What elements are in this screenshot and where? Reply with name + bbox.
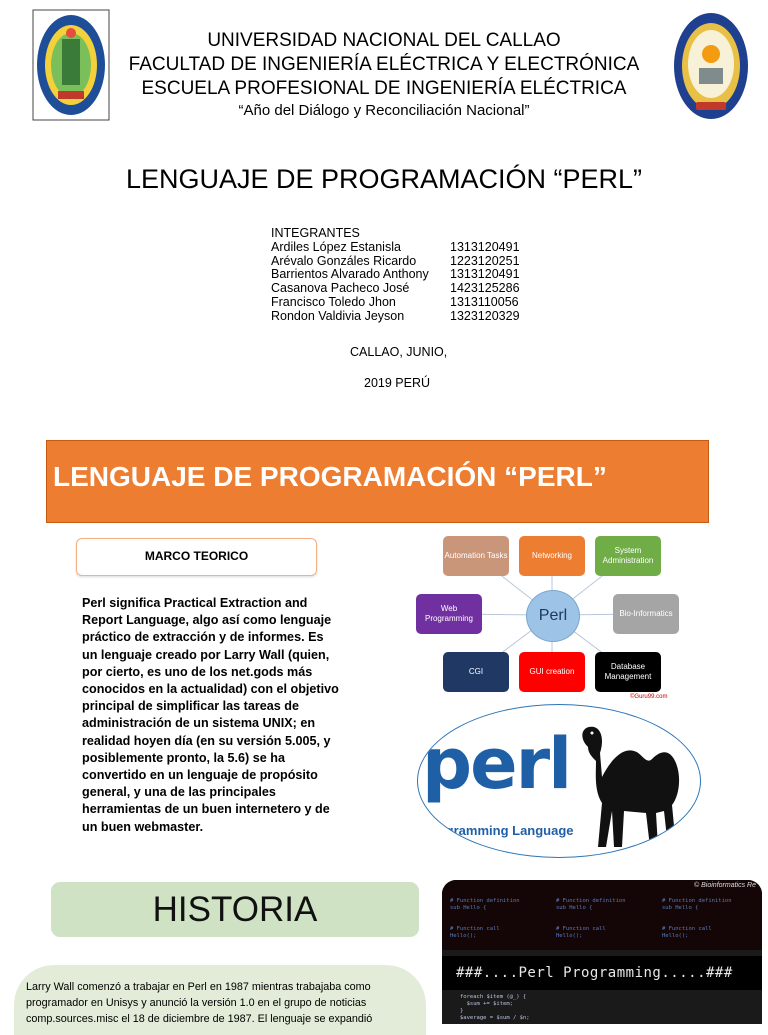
node-perl-center: Perl [526, 590, 580, 642]
member-name: Barrientos Alvarado Anthony [271, 267, 429, 282]
marco-teorico-header [76, 538, 317, 576]
historia-text: Larry Wall comenzó a trabajar en Perl en 1987 mientras trabajaba como programador en Unisys y anunció la versión 1.0 en el grupo de noticias comp.sources.misc el 18 de diciembre de 1987. El lenguaje se expandió [26, 981, 373, 1025]
node-bio-informatics: Bio-Informatics [613, 594, 679, 634]
code-banner [442, 956, 762, 990]
members-block [271, 227, 520, 324]
document-title: LENGUAJE DE PROGRAMACIÓN “PERL” [125, 164, 643, 194]
code-snippet: # Function definition sub Hello { # Function call Hello(); [662, 898, 732, 939]
member-code: 1313120491 [450, 239, 520, 254]
node-web-programming: Web Programming [416, 594, 482, 634]
historia-title: HISTORIA [152, 890, 318, 929]
node-gui-creation: GUI creation [519, 652, 585, 692]
member-name: Arévalo Gonzáles Ricardo [271, 253, 417, 268]
year-motto: “Año del Diálogo y Reconciliación Nacional” [238, 102, 530, 119]
camel-icon [568, 707, 700, 857]
marco-teorico-title: MARCO TEORICO [144, 549, 249, 563]
perl-code-image [442, 880, 762, 1024]
code-snippet-bottom: foreach $item (@_) { $sum += $item; } $average = $sum / $n; [460, 994, 530, 1021]
university-name: UNIVERSIDAD NACIONAL DEL CALLAO [207, 30, 561, 51]
member-code: 1223120251 [450, 253, 520, 268]
member-name: Ardiles López Estanisla [271, 239, 401, 254]
code-snippet: # Function definition sub Hello { # Function call Hello(); [450, 898, 520, 939]
member-code: 1423125286 [450, 281, 520, 296]
node-networking: Networking [519, 536, 585, 576]
historia-header [51, 882, 419, 937]
code-banner-text: ###....Perl Programming.....### [456, 965, 733, 981]
node-automation-tasks: Automation Tasks [443, 536, 509, 576]
member-name: Rondon Valdivia Jeyson [271, 308, 405, 323]
place-date: CALLAO, JUNIO, [350, 345, 448, 359]
perl-logo [417, 704, 701, 858]
member-row [271, 241, 520, 255]
perl-uses-diagram [414, 532, 684, 704]
members-heading: INTEGRANTES [271, 226, 360, 240]
node-database-management: Database Management [595, 652, 661, 692]
member-row [271, 310, 520, 324]
member-row [271, 268, 520, 282]
member-code: 1323120329 [450, 308, 520, 323]
member-name: Casanova Pacheco José [271, 281, 410, 296]
member-name: Francisco Toledo Jhon [271, 294, 396, 309]
member-code: 1313120491 [450, 267, 520, 282]
member-row [271, 282, 520, 296]
historia-panel [14, 965, 426, 1035]
marco-teorico-text: Perl significa Practical Extraction and Report Language, algo así como lenguaje práctico de extracción y de informes. Es un lenguaje creado por Larry Wall (quien, por cierto, es uno de los net.gods más conocidos en la actualidad) con el objetivo principal de simplificar las tareas de administración de un sistema UNIX; en realidad hoyen día (en su versión 5.005, y posiblemente pronto, la 5.6) se ha convertido en un lenguaje de propósito general, y una de las principales herramientas de un buen internetero y de un buen webmaster. [82, 596, 339, 834]
school-name: ESCUELA PROFESIONAL DE INGENIERÍA ELÉCTRICA [141, 78, 627, 99]
code-image-credit: © Bioinformatics Re [694, 882, 756, 889]
perl-logo-word: perl [422, 723, 571, 805]
year-country: 2019 PERÚ [364, 376, 431, 390]
member-code: 1313110056 [450, 294, 519, 309]
section-banner [46, 440, 709, 523]
code-top-area [442, 880, 762, 950]
node-system-administration: System Administration [595, 536, 661, 576]
member-row [271, 255, 520, 269]
node-cgi: CGI [443, 652, 509, 692]
banner-title: LENGUAJE DE PROGRAMACIÓN “PERL” [53, 461, 607, 492]
code-snippet: # Function definition sub Hello { # Function call Hello(); [556, 898, 626, 939]
perl-logo-subtitle: Programming Language [424, 823, 574, 838]
member-row [271, 296, 520, 310]
faculty-name: FACULTAD DE INGENIERÍA ELÉCTRICA Y ELECTRÓNICA [128, 54, 640, 75]
diagram-credit: ©Guru99.com [630, 694, 668, 700]
